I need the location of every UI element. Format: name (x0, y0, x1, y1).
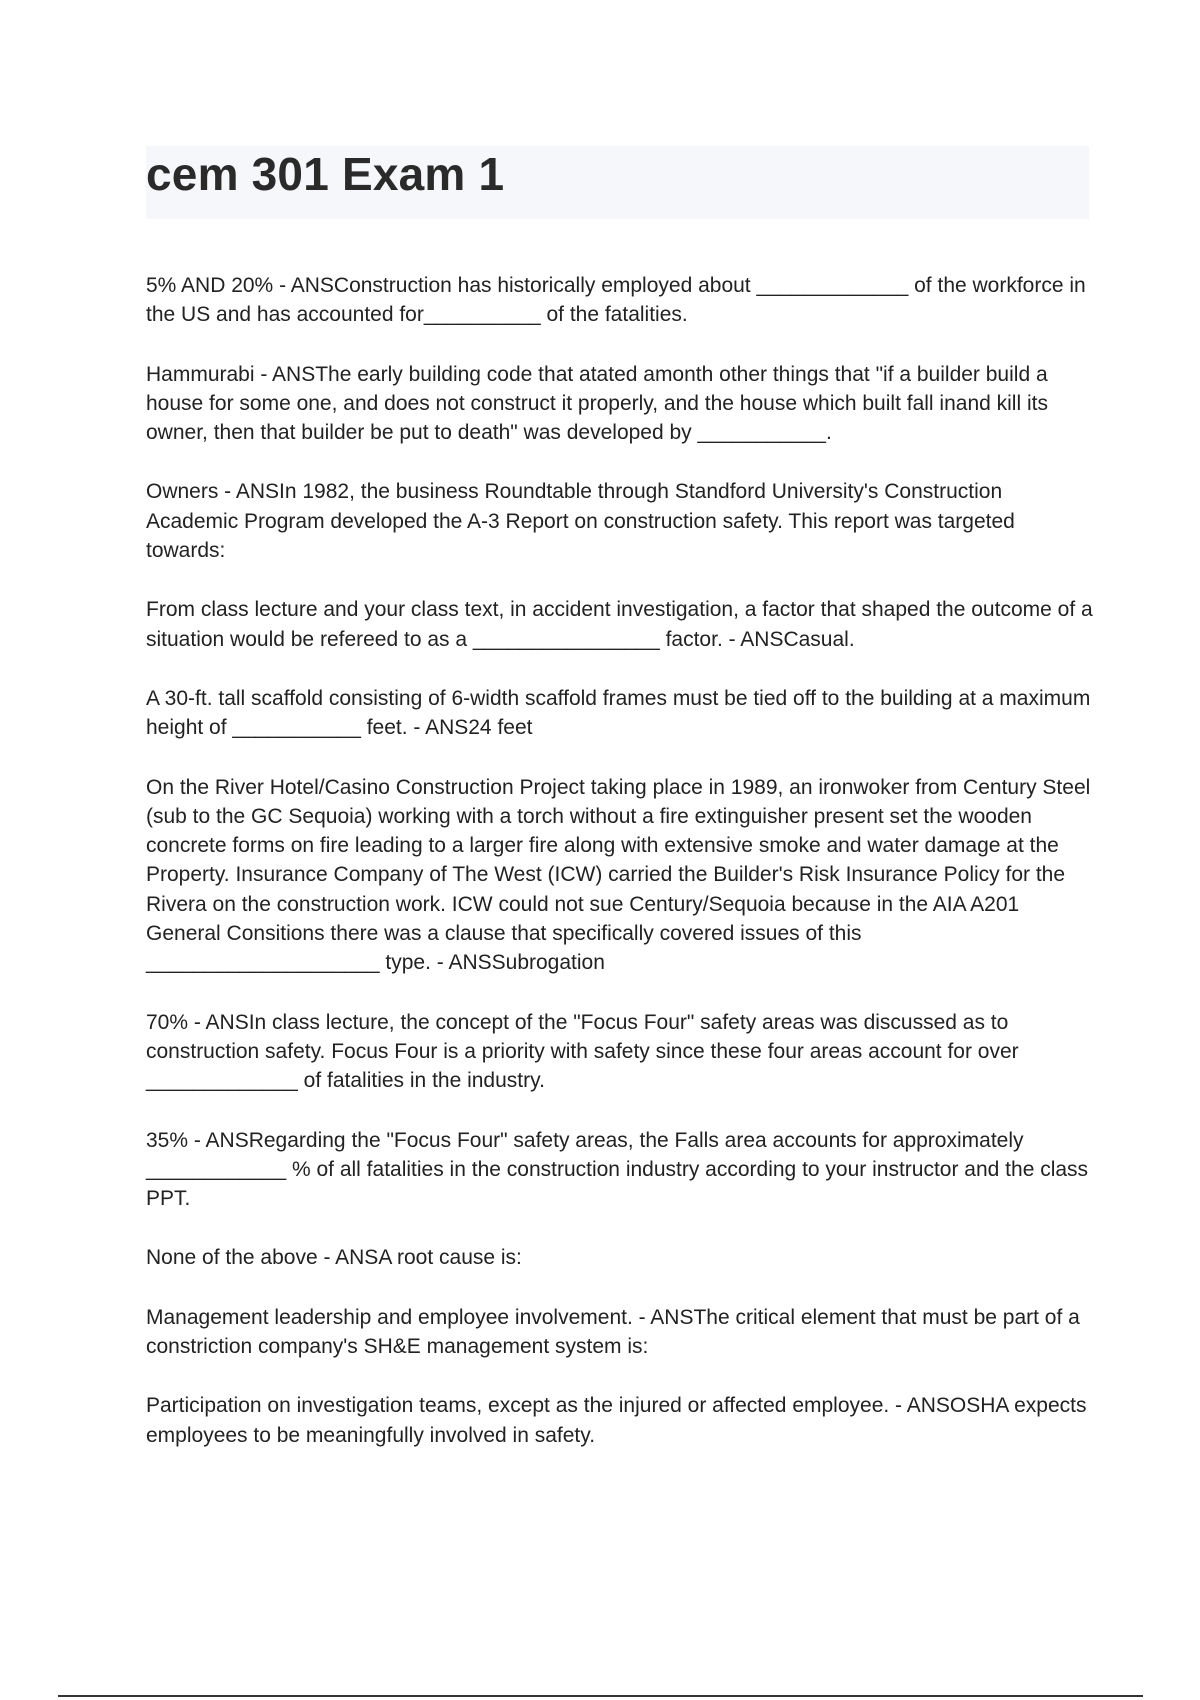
qa-item: Management leadership and employee involvement. - ANSThe critical element that must be part of a constriction company's SH&E management system is: (146, 1305, 1080, 1359)
qa-item: Owners - ANSIn 1982, the business Roundtable through Standford University's Construction Academic Program developed the A-3 Report on construction safety. This report was targeted towards: (146, 480, 1015, 563)
footer-rule (58, 1695, 1143, 1697)
qa-item: 5% AND 20% - ANSConstruction has historically employed about _____________ of the workforce in the US and has accounted for__________ of the fatalities. (146, 274, 1086, 327)
qa-item: 70% - ANSIn class lecture, the concept of the "Focus Four" safety areas was discussed as to construction safety. Focus Four is a priority with safety since these four areas account for over _____________ of fatalities in the industry. (146, 1010, 1019, 1093)
qa-item: From class lecture and your class text, in accident investigation, a factor that shaped the outcome of a situation would be refereed to as a ________________ factor. - ANSCasual. (146, 598, 1093, 651)
qa-list (146, 271, 1096, 1480)
document-title: cem 301 Exam 1 (146, 148, 505, 200)
qa-item: A 30-ft. tall scaffold consisting of 6-width scaffold frames must be tied off to the building at a maximum height of ___________ feet. - ANS24 feet (146, 686, 1091, 740)
qa-item: On the River Hotel/Casino Construction Project taking place in 1989, an ironwoker from Century Steel (sub to the GC Sequoia) working with a torch without a fire extinguisher present set the wooden concrete forms on fire leading to a larger fire along with extensive smoke and water damage at the Property. Insurance Company of The West (ICW) carried the Builder's Risk Insurance Policy for the Rivera on the construction work. ICW could not sue Century/Sequoia because in the AIA A201 General Consitions there was a clause that specifically covered issues of this ____________________ type. - ANSSubrogation (146, 775, 1091, 975)
qa-item: 35% - ANSRegarding the "Focus Four" safety areas, the Falls area accounts for approximately ____________ % of all fatalities in the construction industry according to your instructor and the class PPT. (146, 1128, 1089, 1211)
qa-item: Hammurabi - ANSThe early building code that atated amonth other things that "if a builder build a house for some one, and does not construct it properly, and the house which built fall inand kill its owner, then that builder be put to death" was developed by ___________. (146, 362, 1048, 445)
qa-item: None of the above - ANSA root cause is: (146, 1246, 522, 1270)
qa-item: Participation on investigation teams, except as the injured or affected employee. - ANSOSHA expects employees to be meaningfully involved in safety. (146, 1394, 1087, 1447)
